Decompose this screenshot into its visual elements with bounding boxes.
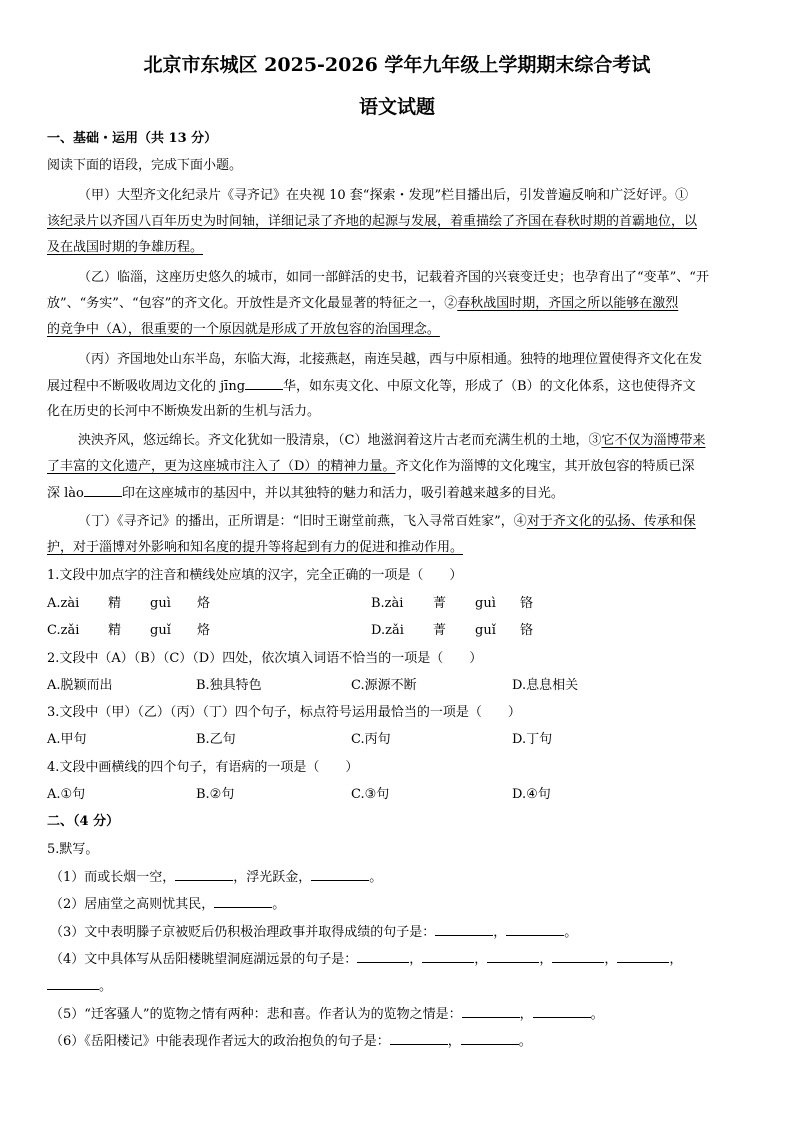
section1-intro: 阅读下面的语段，完成下面小题。 [47,158,243,173]
dictation-blank[interactable] [357,948,409,963]
section2-heading: 二、（4 分） [47,814,120,829]
para-jia-line1: （甲）大型齐文化纪录片《寻齐记》在央视 10 套“探索・发现”栏目播出后，引发普遍反响和广泛好评。① [78,188,689,203]
q4-option-a[interactable]: A.①句 [47,787,86,802]
dictation-blank[interactable] [506,921,564,936]
q4-option-c[interactable]: C.③句 [351,787,390,802]
dictation-item-2: （2）居庙堂之高则忧其民， 。 [50,893,747,916]
question-1-stem: 1.文段中加点字的注音和横线处应填的汉字，完全正确的一项是（ ） [47,568,463,583]
q1-option-c-char1: 精 [108,623,122,638]
question-5-stem: 5.默写。 [47,842,99,857]
q2-option-a[interactable]: A.脱颖而出 [47,678,113,693]
answer-blank-jing[interactable] [245,375,283,390]
question-3-stem: 3.文段中（甲）（乙）（丙）（丁）四个句子，标点符号运用最恰当的一项是（ ） [47,705,521,720]
para-yang-line2: 了丰富的文化遗产，更为这座城市注入了（D）的精神力量。齐文化作为淄博的文化瑰宝，其开放包容的特质已深 [47,459,695,474]
q1-option-d-char2: 铬 [520,623,534,638]
para-bing-line1: （丙）齐国地处山东半岛，东临大海，北接燕赵，南连吴越，西与中原相通。独特的地理位置使得齐文化在发 [78,352,703,367]
para-yi-line2: 放”、“务实”、“包容”的齐文化。开放性是齐文化最显著的特征之一，②春秋战国时期，齐国之所以能够在激烈 [47,296,679,311]
q3-option-b[interactable]: B.乙句 [196,732,236,747]
dictation-blank[interactable] [175,866,233,881]
para-bing-line3: 化在历史的长河中不断焕发出新的生机与活力。 [47,404,321,419]
dictation-blank[interactable] [422,948,474,963]
q1-option-b-char2: 铬 [520,596,534,611]
exam-title: 北京市东城区 2025-2026 学年九年级上学期期末综合考试 [143,54,651,76]
q1-option-c-char2: 烙 [197,623,211,638]
answer-blank-lao[interactable] [84,482,122,497]
dictation-blank[interactable] [311,866,369,881]
dictation-item-6: （6）《岳阳楼记》中能表现作者远大的政治抱负的句子是： ， 。 [50,1030,747,1053]
dictation-blank[interactable] [390,1030,448,1045]
q1-option-b-pinyin1[interactable]: B.zài [371,596,404,611]
q3-option-d[interactable]: D.丁句 [512,732,553,747]
exam-subtitle: 语文试题 [358,96,435,118]
dictation-item-5: （5）“迁客骚人”的览物之情有两种：悲和喜。作者认为的览物之情是： ， 。 [50,1003,747,1026]
section1-heading: 一、基础・运用（共 13 分） [47,131,218,146]
para-yang-line3: 深 lào 印在这座城市的基因中，并以其独特的魅力和活力，吸引着越来越多的目光。 [47,482,747,505]
q4-option-d[interactable]: D.④句 [512,787,551,802]
para-yi-line1: （乙）临淄，这座历史悠久的城市，如同一部鲜活的史书，记载着齐国的兴衰变迁史；也孕育出了“变革”、“开 [78,270,709,285]
para-bing-line2: 展过程中不断吸收周边文化的 jīng 华，如东夷文化、中原文化等，形成了（B）的文化体系，这也使得齐文 [47,375,747,398]
para-ding-line1: （丁）《寻齐记》的播出，正所谓是：“旧时王谢堂前燕，飞入寻常百姓家”，④对于齐文化的弘扬、传承和保 [78,514,696,529]
question-4-stem: 4.文段中画横线的四个句子，有语病的一项是（ ） [47,760,359,775]
q2-option-b[interactable]: B.独具特色 [196,678,262,693]
para-yi-line3: 的竞争中（A），很重要的一个原因就是形成了开放包容的治国理念。 [47,322,440,337]
q1-option-d-pinyin1[interactable]: D.zǎi [371,623,404,638]
q2-option-d[interactable]: D.息息相关 [512,678,579,693]
q1-option-b-pinyin2: guì [475,596,496,611]
dictation-blank[interactable] [214,893,272,908]
dictation-item-3: （3）文中表明滕子京被贬后仍积极治理政事并取得成绩的句子是： ， 。 [50,921,747,944]
q4-option-b[interactable]: B.②句 [196,787,235,802]
q1-option-a-pinyin1[interactable]: A.zài [47,596,80,611]
q1-option-d-char1: 菁 [433,623,447,638]
para-yang-line1: 泱泱齐风，悠远绵长。齐文化犹如一股清泉，（C）地滋润着这片古老而充满生机的土地，③它不仅为淄博带来 [78,433,706,448]
q1-option-c-pinyin2: guǐ [150,623,171,638]
dictation-blank[interactable] [462,1003,520,1018]
question-2-stem: 2.文段中（A）（B）（C）（D）四处，依次填入词语不恰当的一项是（ ） [47,651,483,666]
q1-option-a-pinyin2: guì [150,596,171,611]
para-ding-line2: 护，对于淄博对外影响和知名度的提升等将起到有力的促进和推动作用。 [47,540,464,555]
dictation-blank[interactable] [435,921,493,936]
para-jia-line2: 该纪录片以齐国八百年历史为时间轴，详细记录了齐地的起源与发展，着重描绘了齐国在春秋时期的首霸地位，以 [47,214,698,229]
para-jia-line3: 及在战国时期的争雄历程。 [47,240,204,255]
dictation-item-4: （4）文中具体写从岳阳楼眺望洞庭湖远景的句子是： ， ， ， ， ， [50,948,747,971]
dictation-blank[interactable] [552,948,604,963]
dictation-blank[interactable] [617,948,669,963]
q1-option-d-pinyin2: guǐ [475,623,496,638]
dictation-blank[interactable] [461,1030,519,1045]
q1-option-a-char1: 精 [108,596,122,611]
dictation-item-4-cont: 。 [47,975,747,998]
dictation-blank[interactable] [47,975,99,990]
dictation-item-1: （1）而或长烟一空， ，浮光跃金， 。 [50,866,747,889]
q3-option-c[interactable]: C.丙句 [351,732,391,747]
q2-option-c[interactable]: C.源源不断 [351,678,417,693]
q1-option-c-pinyin1[interactable]: C.zǎi [47,623,80,638]
dictation-blank[interactable] [487,948,539,963]
dictation-blank[interactable] [533,1003,591,1018]
q1-option-a-char2: 烙 [197,596,211,611]
q3-option-a[interactable]: A.甲句 [47,732,87,747]
q1-option-b-char1: 菁 [433,596,447,611]
